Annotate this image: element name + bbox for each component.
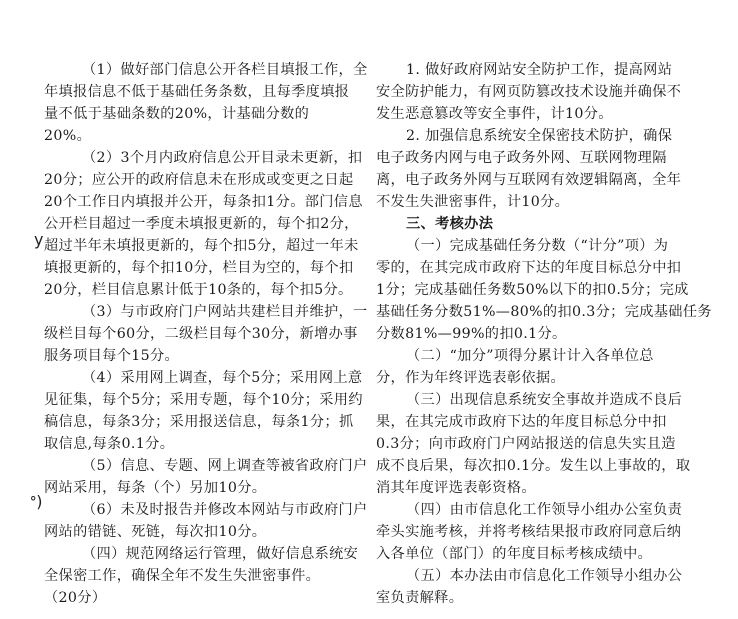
text-line: （三）出现信息系统安全事故并造成不良后 <box>406 392 683 408</box>
text-line: 零的，在其完成市政府下达的年度目标总分中扣 <box>376 260 682 276</box>
text-line: 1分；完成基础任务数50%以下的扣0.5分；完成 <box>376 282 689 298</box>
text-line: 量不低于基础条数的20%，计基础分数的 <box>44 106 310 122</box>
text-line: 不发生失泄密事件，计10分。 <box>376 194 570 210</box>
text-line: （3）与市政府门户网站共建栏目并维护，一 <box>82 304 368 320</box>
text-line: （二）“加分”项得分累计计入各单位总 <box>406 348 654 364</box>
text-line: 全保密工作，确保全年不发生失泄密事件。 <box>44 568 321 584</box>
text-line: 果，在其完成市政府下达的年度目标总分中扣 <box>376 414 667 430</box>
text-line: 级栏目每个60分，二级栏目每个30分，新增办事 <box>44 326 358 342</box>
text-line: （6）未及时报告并修改本网站与市政府门户 <box>82 502 368 518</box>
text-line: 0.3分；向市政府门户网站报送的信息失实且造 <box>376 436 676 452</box>
text-line: 室负责解释。 <box>376 590 464 606</box>
text-line: 成不良后果，每次扣0.1分。发生以上事故的，取 <box>376 458 691 474</box>
text-line: 牵头实施考核，并将考核结果报市政府同意后纳 <box>376 524 682 540</box>
text-line: 20分，栏目信息累计低于10条的，每个扣5分。 <box>44 282 353 298</box>
text-line: 公开栏目超过一季度未填报更新的，每个扣2分， <box>44 216 359 232</box>
text-line: 年填报信息不低于基础任务条数，且每季度填报 <box>44 84 350 100</box>
text-line: （五）本办法由市信息化工作领导小组办公 <box>406 568 683 584</box>
text-line: 填报更新的，每个扣10分，栏目为空的，每个扣 <box>44 260 354 276</box>
text-line: 电子政务内网与电子政务外网、互联网物理隔 <box>376 150 667 166</box>
text-line: 发生恶意篡改等安全事件，计10分。 <box>376 106 613 122</box>
text-line: 稿信息，每条3分；采用报送信息，每条1分；抓 <box>44 414 354 430</box>
margin-mark: ᐤ) <box>30 492 43 511</box>
text-line: 见征集，每个5分；采用专题，每个10分；采用约 <box>44 392 363 408</box>
text-line: 取信息,每条0.1分。 <box>44 436 175 452</box>
text-line: 20分；应公开的政府信息未在形成或变更之日起 <box>44 172 354 188</box>
text-line: （四）规范网络运行管理，做好信息系统安 <box>82 546 359 562</box>
text-line: （一）完成基础任务分数（“计分”项）为 <box>406 238 669 254</box>
text-line: 20个工作日内填报并公开，每条扣1分。部门信息 <box>44 194 363 210</box>
text-line: 分数81%—99%的扣0.1分。 <box>376 326 567 342</box>
text-line: 网站采用，每条（个）另加10分。 <box>44 480 267 496</box>
text-line: （5）信息、专题、网上调查等被省政府门户 <box>82 458 368 474</box>
text-line: 1. 做好政府网站安全防护工作，提高网站 <box>406 62 673 78</box>
text-line: 网站的错链、死链，每次扣10分。 <box>44 524 267 540</box>
text-line: 入各单位（部门）的年度目标考核成绩中。 <box>376 546 653 562</box>
text-line: （20分） <box>44 590 107 606</box>
text-line: 离，电子政务外网与互联网有效逻辑隔离，全年 <box>376 172 682 188</box>
text-line: 服务项目每个15分。 <box>44 348 180 364</box>
text-line: （四）由市信息化工作领导小组办公室负责 <box>406 502 683 518</box>
text-line: 超过半年未填报更新的，每个扣5分，超过一年未 <box>44 238 359 254</box>
text-line: （2）3个月内政府信息公开目录未更新，扣 <box>82 150 363 166</box>
text-line: 安全防护能力，有网页防篡改技术设施并确保不 <box>376 84 682 100</box>
section-heading: 三、考核办法 <box>406 216 494 232</box>
text-line: 消其年度评选表彰资格。 <box>376 480 536 496</box>
margin-mark: y <box>34 230 44 249</box>
text-line: 分，作为年终评选表彰依据。 <box>376 370 565 386</box>
text-line: （1）做好部门信息公开各栏目填报工作，全 <box>82 62 368 78</box>
text-line: 20%。 <box>44 128 92 144</box>
text-line: 基础任务分数51%—80%的扣0.3分；完成基础任务 <box>376 304 712 320</box>
text-line: 2. 加强信息系统安全保密技术防护，确保 <box>406 128 673 144</box>
text-line: （4）采用网上调查，每个5分；采用网上意 <box>82 370 363 386</box>
